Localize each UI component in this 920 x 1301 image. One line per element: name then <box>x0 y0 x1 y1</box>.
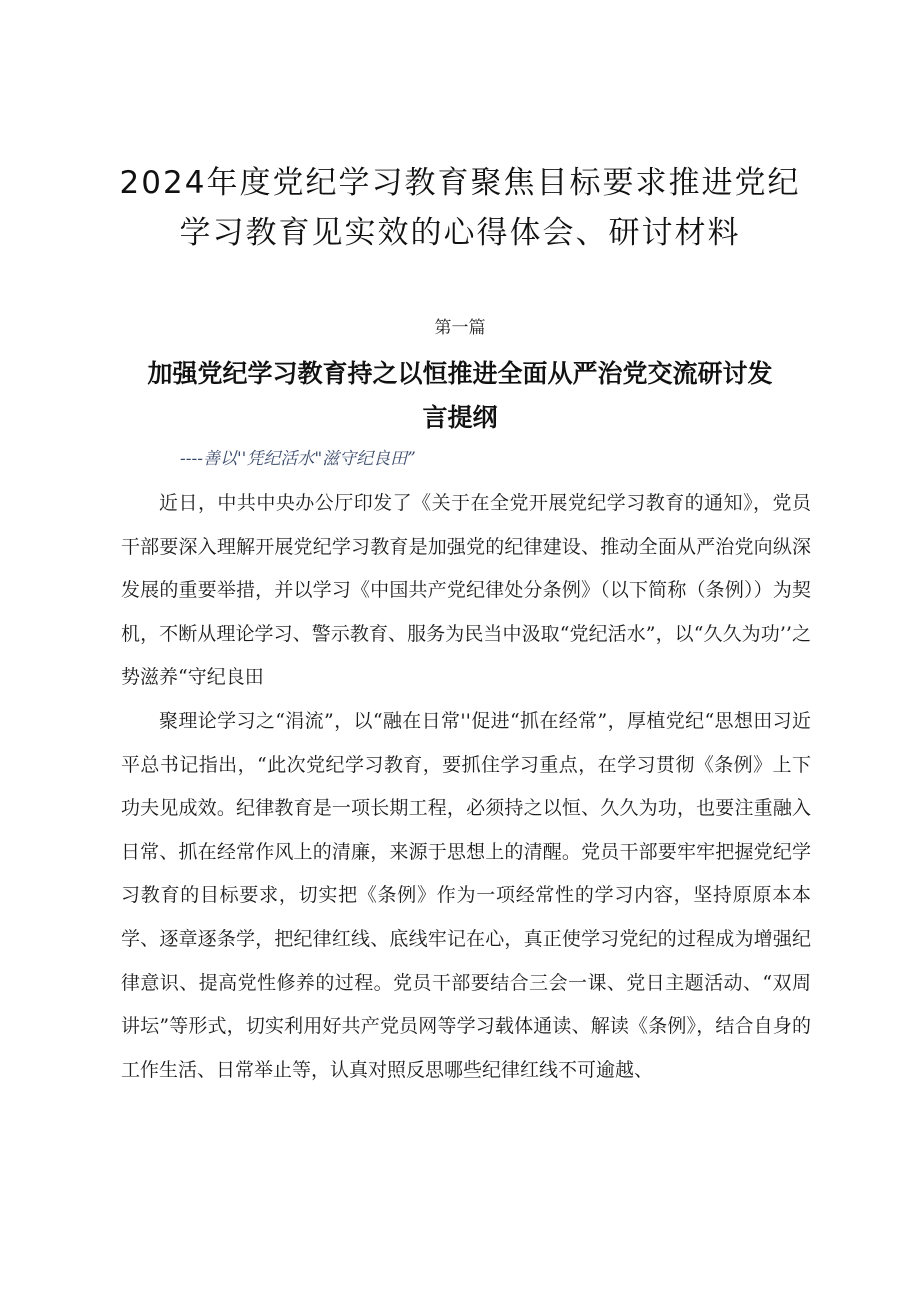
paragraph: 聚理论学习之“涓流”，以“融在日常''促进“抓在经常”，厚植党纪“思想田习近平总书记指出，“此次党纪学习教育，要抓住学习重点，在学习贯彻《条例》上下功夫见成效。纪律教育是一项长期工程，必须持之以恒、久久为功，也要注重融入日常、抓在经常作风上的清廉，来源于思想上的清醒。党员干部要牢牢把握党纪学习教育的目标要求，切实把《条例》作为一项经常性的学习内容，坚持原原本本学、逐章逐条学，把纪律红线、底线牢记在心，真正使学习党纪的过程成为增强纪律意识、提高党性修养的过程。党员干部要结合三会一课、党日主题活动、“双周讲坛”等形式，切实利用好共产党员网等学习载体通读、解读《条例》，结合自身的工作生活、日常举止等，认真对照反思哪些纪律红线不可逾越、 <box>121 709 811 1081</box>
body-text <box>121 482 811 1092</box>
tagline: ----善以''凭纪活水"滋守纪良田” <box>180 449 416 469</box>
document-title: 2024年度党纪学习教育聚焦目标要求推进党纪学习教育见实效的心得体会、研讨材料 <box>119 165 801 251</box>
part-label: 第一篇 <box>434 318 486 338</box>
section-subtitle: 加强党纪学习教育持之以恒推进全面从严治党交流研讨发言提纲 <box>147 359 773 432</box>
paragraph: 近日，中共中央办公厅印发了《关于在全党开展党纪学习教育的通知》，党员干部要深入理解开展党纪学习教育是加强党的纪律建设、推动全面从严治党向纵深发展的重要举措，并以学习《中国共产党纪律处分条例》（以下简称（条例））为契机，不断从理论学习、警示教育、服务为民当中汲取“党纪活水”，以“久久为功’’之势滋养“守纪良田 <box>121 492 811 689</box>
